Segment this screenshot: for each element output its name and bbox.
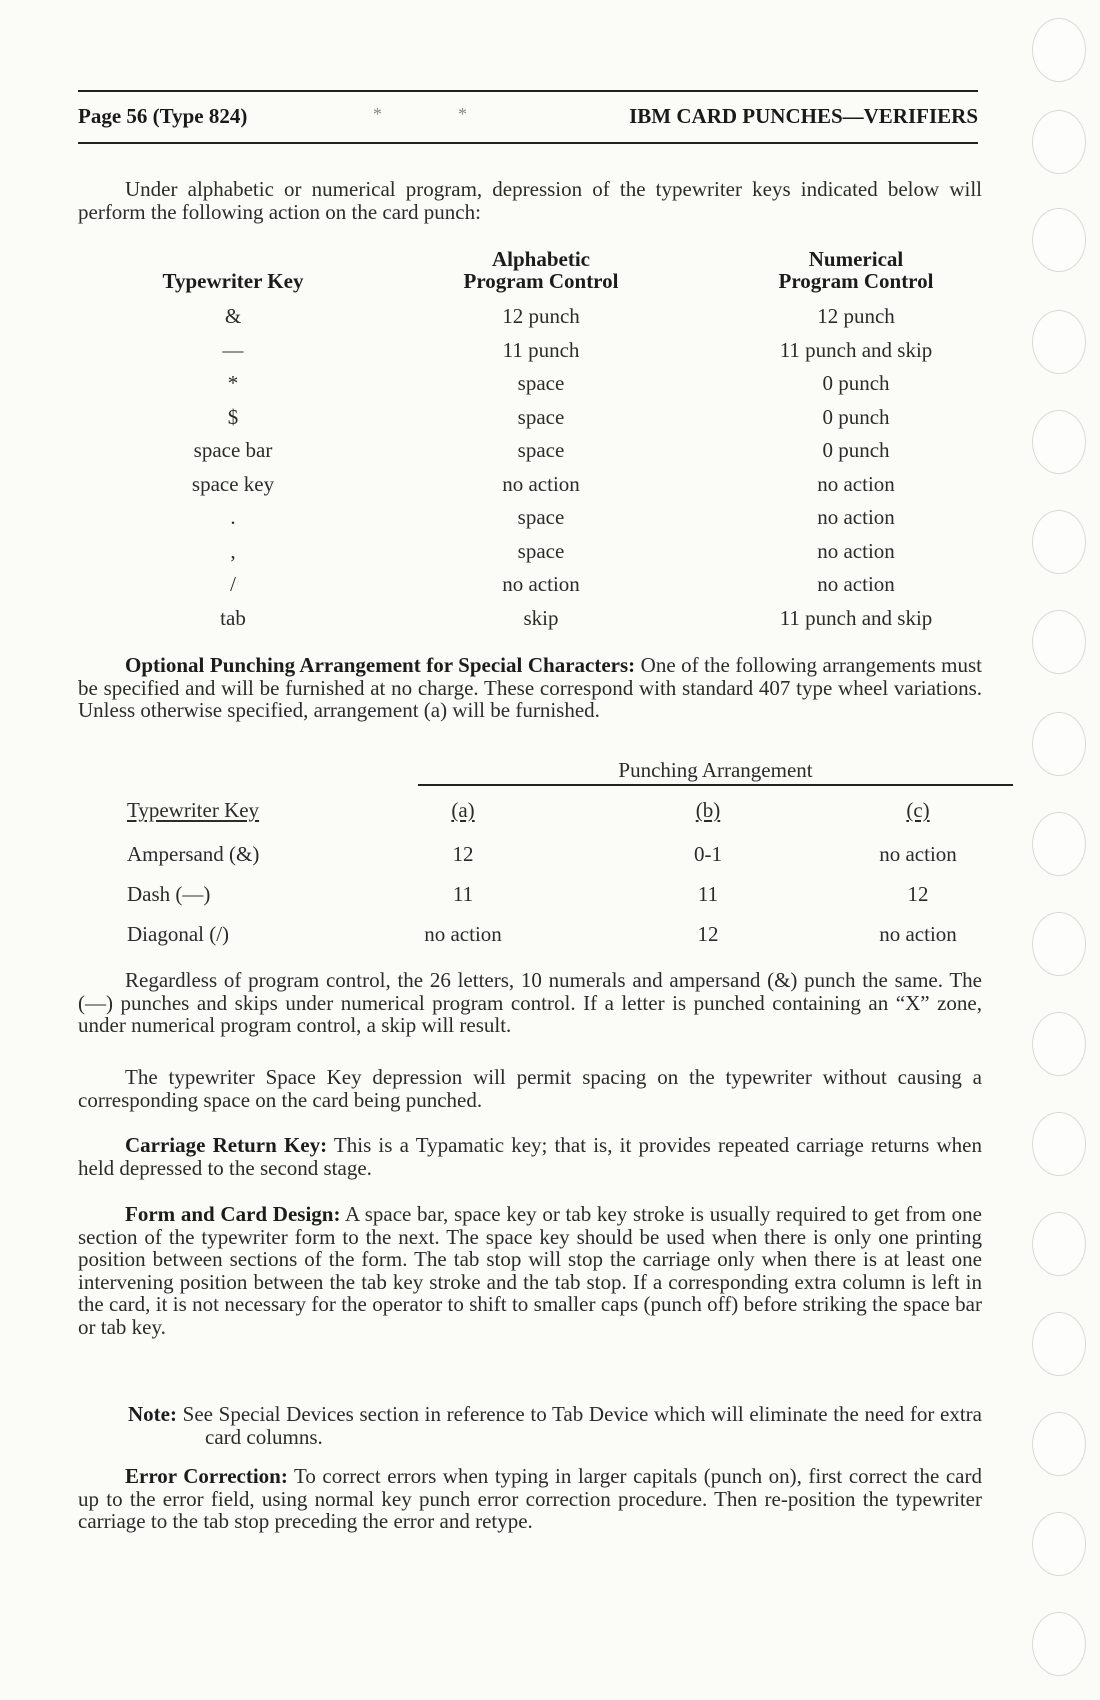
header-top-rule [78,90,978,92]
cell-key: / [230,572,236,596]
table-header-num-2: Program Control [778,269,934,293]
error-heading: Error Correction: [125,1464,288,1488]
cell-key: space key [191,471,275,496]
table-row [78,405,982,435]
cell-b: 11 [697,882,719,906]
cell-b: 12 [697,922,719,946]
cell-c: 12 [907,882,929,906]
cell-key: , [230,538,236,563]
table-header-num-1: Numerical [808,247,904,271]
header-star: * [458,104,467,124]
table-row [78,472,982,502]
table-row [78,338,982,368]
cell-alpha: space [517,505,565,529]
table-row [78,882,1018,912]
cell-num: 11 punch and skip [779,605,933,630]
table-header-alpha-2: Program Control [463,269,619,293]
binder-hole [1032,18,1086,82]
header-a: (a) [451,798,475,822]
table-row [78,572,982,602]
binder-hole [1032,110,1086,174]
space-key-paragraph: The typewriter Space Key depression will permit spacing on the typewriter without causing a corresponding space on the card being punched. [78,1065,982,1112]
cell-num: no action [817,538,895,563]
binder-hole [1032,1112,1086,1176]
binder-hole [1032,812,1086,876]
cell-num: 0 punch [822,438,890,462]
binder-hole [1032,1512,1086,1576]
cell-key: Ampersand (&) [127,842,260,866]
table-header-row [78,798,1018,828]
cell-a: 12 [452,842,474,866]
cell-alpha: space [517,438,565,462]
cell-alpha: 12 punch [502,304,580,328]
table-header-alpha-1: Alphabetic [491,247,590,271]
binder-hole [1032,610,1086,674]
error-correction-paragraph [78,1465,982,1533]
carriage-return-paragraph [78,1134,982,1179]
binder-hole [1032,1612,1086,1676]
cell-num: 0 punch [822,371,890,395]
binder-hole [1032,1212,1086,1276]
punching-arrangement-title: Punching Arrangement [618,758,813,782]
cell-c: no action [879,922,957,946]
cell-num: 12 punch [817,304,895,328]
note-paragraph [128,1403,982,1448]
cell-num: no action [817,572,895,596]
cell-key: * [227,371,239,395]
cell-alpha: no action [502,471,580,496]
binder-hole [1032,1012,1086,1076]
cell-c: no action [879,842,957,866]
note-text: See Special Devices section in reference to Tab Device which will eliminate the need for extra card columns. [176,1402,982,1449]
cell-alpha: space [517,538,565,563]
cell-key: $ [227,404,239,429]
table-row [78,922,1018,952]
header-typewriter-key: Typewriter Key [127,798,260,822]
table-row [78,438,982,468]
punching-arrangement-rule [418,784,1013,786]
binder-hole [1032,1312,1086,1376]
header-star: * [373,104,382,124]
cell-alpha: 11 punch [502,337,580,362]
cell-key: & [224,304,242,328]
binder-hole [1032,208,1086,272]
table-row [78,304,982,334]
intro-paragraph: Under alphabetic or numerical program, depression of the typewriter keys indicated below will perform the following action on the card punch: [78,177,982,224]
cell-alpha: space [517,404,565,429]
cell-num: no action [817,471,895,496]
cell-num: 0 punch [822,404,890,429]
binder-hole [1032,310,1086,374]
binder-hole [1032,1412,1086,1476]
cell-key: tab [220,605,246,630]
header-bottom-rule [78,142,978,144]
optional-heading: Optional Punching Arrangement for Special Characters: [125,653,636,677]
header-c: (c) [906,798,930,822]
header-b: (b) [695,798,721,822]
cell-key: — [222,337,244,362]
cell-key: Dash (—) [127,882,211,906]
optional-text: One of the following arrangements must be specified and will be furnished at no charge. These correspond with standard 407 type wheel variations. Unless otherwise specified, arrangement (a) will be furnished. [78,653,982,722]
cell-alpha: skip [523,605,559,630]
error-text: To correct errors when typing in larger capitals (punch on), first correct the card up to the error field, using normal key punch error correction procedure. Then re-position the typewriter carriage to the tab stop preceding the error and retype. [78,1464,982,1533]
binder-hole [1032,912,1086,976]
cell-a: 11 [452,882,474,906]
cell-key: . [230,505,236,529]
table-row [78,606,982,636]
table-row [78,842,1018,872]
optional-arrangement-paragraph [78,654,982,722]
cell-key: space bar [193,438,273,462]
cell-b: 0-1 [694,842,722,866]
carriage-heading: Carriage Return Key: [125,1133,328,1157]
cell-alpha: space [517,371,565,395]
regardless-paragraph: Regardless of program control, the 26 letters, 10 numerals and ampersand (&) punch the same. The (—) punches and skips under numerical program control. If a letter is punched containing an “X” zone, under numerical program control, a skip will result. [78,968,982,1037]
form-text: A space bar, space key or tab key stroke is usually required to get from one section of the typewriter form to the next. The space key should be used when there is only one printing position between sections of the form. The tab stop will stop the carriage only when there is at least one intervening position between the tab key stroke and the tab stop. If a corresponding extra column is left in the card, it is not necessary for the operator to shift to smaller caps (punch off) before striking the space bar or tab key. [78,1202,982,1339]
cell-a: no action [424,922,502,946]
table-row [78,371,982,401]
binder-hole [1032,510,1086,574]
form-heading: Form and Card Design: [125,1202,341,1226]
binder-hole [1032,410,1086,474]
page-number: Page 56 (Type 824) [78,104,248,128]
table-row [78,505,982,535]
cell-num: no action [817,505,895,529]
note-heading: Note: [128,1402,177,1426]
cell-alpha: no action [502,572,580,596]
table-row [78,539,982,569]
carriage-text: This is a Typamatic key; that is, it provides repeated carriage returns when held depressed to the second stage. [78,1133,982,1180]
cell-num: 11 punch and skip [779,337,933,362]
binder-hole [1032,712,1086,776]
form-card-design-paragraph [78,1203,982,1338]
section-title: IBM CARD PUNCHES—VERIFIERS [629,104,978,128]
table-header-key: Typewriter Key [162,269,304,293]
cell-key: Diagonal (/) [127,922,230,946]
